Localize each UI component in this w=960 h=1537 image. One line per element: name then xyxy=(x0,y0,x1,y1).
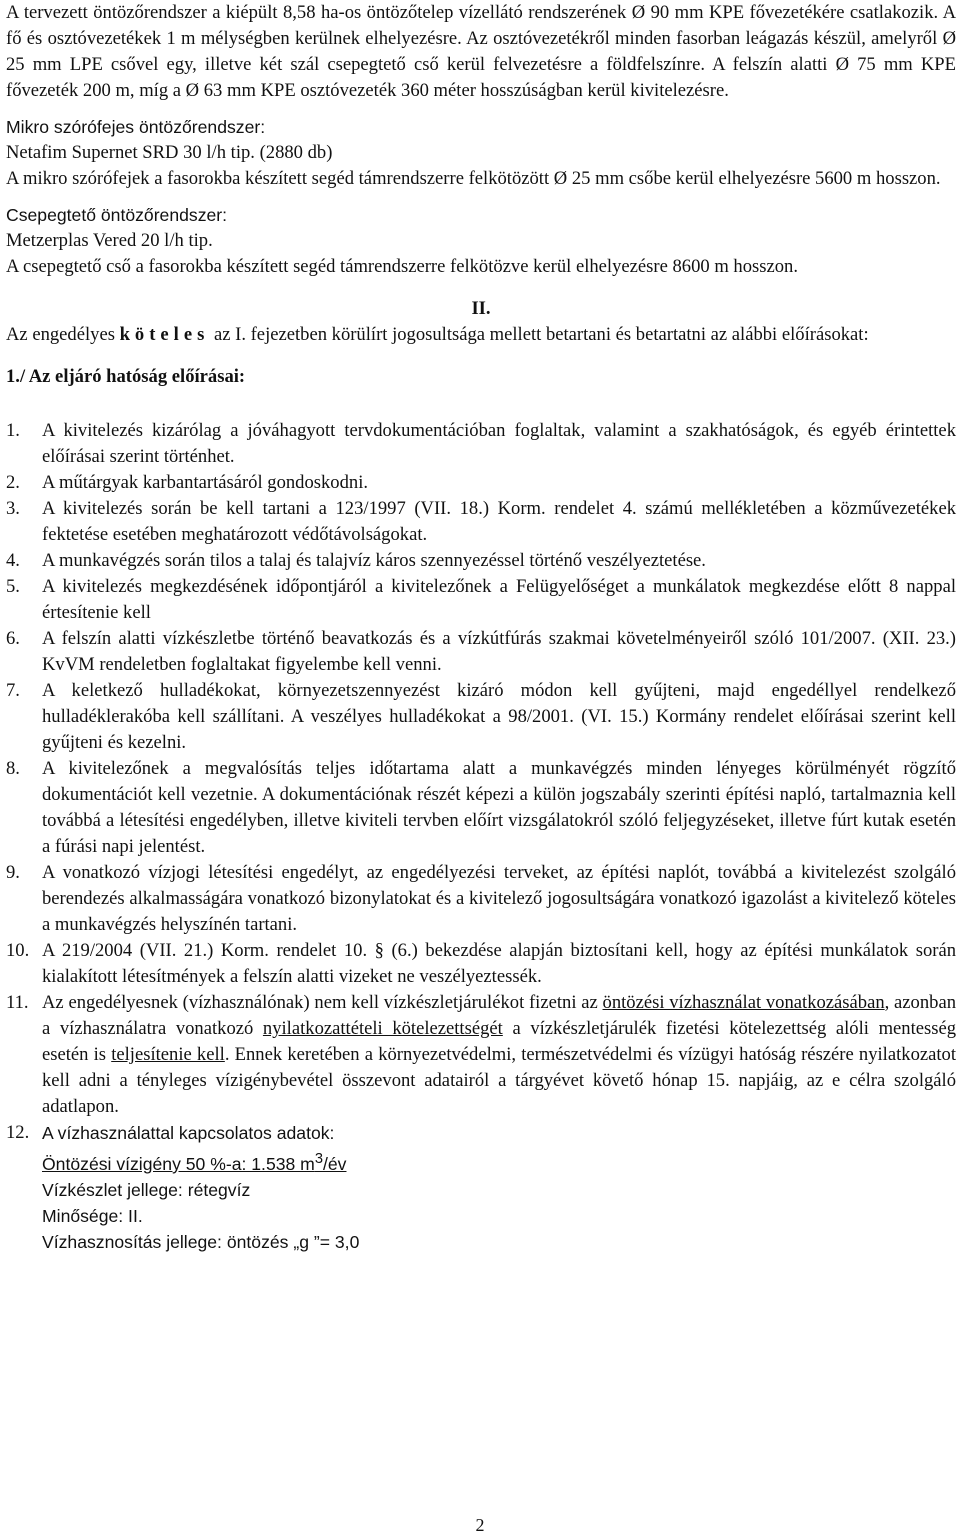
item-text: A kivitelezőnek a megvalósítás teljes időtartama alatt a munkavégzés minden lényeges körülményét rögzítő dokumentációt kell vezetnie. A dokumentációnak részét képezi a külön jogszabály szerinti építési napló, tartalmaznia kell továbbá a létesítési engedélyben, illetve kiviteli tervben előírt vizsgálatokról szóló feljegyzéseket, illetve fúrt kutak esetén a fúrási napi jelentést. xyxy=(42,758,956,857)
water-source-type: Vízkészlet jellege: rétegvíz xyxy=(42,1179,251,1200)
item-number: 10. xyxy=(6,940,30,961)
list-item xyxy=(6,626,956,678)
micro-type: Netafim Supernet SRD 30 l/h tip. (2880 db) xyxy=(6,142,333,163)
water-use-type: Vízhasznosítás jellege: öntözés „g ”= 3,0 xyxy=(42,1231,360,1252)
list-item-water-data xyxy=(6,1120,956,1255)
intro-paragraph: A tervezett öntözőrendszer a kiépült 8,58 ha-os öntözőtelep vízellátó rendszerének Ø 90 mm KPE fővezetékére csatlakozik. A fő és osztóvezetékek 1 m mélységben kerülnek elhelyezésre. Az osztóvezetékről minden fasorban leágazás készül, amelyről Ø 25 mm LPE csővel egy, illetve két szál csepegtető cső kerül felvezetésre a földfelszínre. A felszín alatti Ø 75 mm KPE fővezeték 200 m, míg a Ø 63 mm KPE osztóvezeték 360 méter hosszúságban kerül kivitelezésre. xyxy=(6,2,956,101)
item-number: 2. xyxy=(6,472,20,493)
item-number: 5. xyxy=(6,576,20,597)
list-item xyxy=(6,470,956,496)
micro-heading: Mikro szórófejes öntözőrendszer: xyxy=(6,117,266,137)
water-data-heading: A vízhasználattal kapcsolatos adatok: xyxy=(42,1123,335,1143)
item-text: A kivitelezés során be kell tartani a 123/1997 (VII. 18.) Korm. rendelet 4. számú mellékletében a közművezetékek fektetése esetében meghatározott védőtávolságokat. xyxy=(42,498,956,545)
water-demand-value: Öntözési vízigény 50 %-a: 1.538 m xyxy=(42,1153,315,1174)
list-item xyxy=(6,418,956,470)
item11-text-2: , azonban a vízhasználatra vonatkozó xyxy=(42,992,956,1039)
obligation-after: az I. fejezetben körülírt jogosultsága mellett betartani és betartatni az alábbi előírásokat: xyxy=(209,324,869,345)
item-text: A 219/2004 (VII. 21.) Korm. rendelet 10. § (6.) bekezdése alapján biztosítani kell, hogy az építési munkálatok során kialakított létesítmények a felszín alatti vizeket ne veszélyeztessék. xyxy=(42,940,956,987)
drip-type: Metzerplas Vered 20 l/h tip. xyxy=(6,230,213,251)
item11-underlined-3: teljesítenie kell xyxy=(111,1044,225,1065)
list-item xyxy=(6,678,956,756)
authority-subheading: 1./ Az eljáró hatóság előírásai: xyxy=(6,366,246,387)
item-text: A műtárgyak karbantartásáról gondoskodni. xyxy=(42,472,369,493)
item11-underlined-1: öntözési vízhasználat vonatkozásában xyxy=(602,992,885,1013)
item-text: A keletkező hulladékokat, környezetszennyezést kizáró módon kell gyűjteni, majd engedéllyel rendelkező hulladéklerakóba kell szállítani. A veszélyes hulladékokat a 98/2001. (VI. 15.) Kormány rendelet előírásai szerint kell gyűjteni és kezelni. xyxy=(42,680,956,753)
item-number: 11. xyxy=(6,992,29,1013)
water-demand-unit-suffix: /év xyxy=(323,1153,347,1174)
section-numeral: II. xyxy=(471,298,491,319)
item-number: 6. xyxy=(6,628,20,649)
list-item-water-levy xyxy=(6,990,956,1120)
obligation-spaced-word: köteles xyxy=(119,324,210,345)
page-number: 2 xyxy=(475,1515,485,1535)
item-number: 1. xyxy=(6,420,20,441)
item-number: 12. xyxy=(6,1122,30,1143)
item-text: A munkavégzés során tilos a talaj és talajvíz káros szennyezéssel történő veszélyeztetése. xyxy=(42,550,706,571)
list-item xyxy=(6,496,956,548)
obligation-before: Az engedélyes xyxy=(6,324,120,345)
item11-text-3: a vízkészletjárulék fizetési kötelezettség alóli mentesség esetén is xyxy=(42,1018,957,1065)
item-number: 9. xyxy=(6,862,20,883)
item-text: A vonatkozó vízjogi létesítési engedélyt, az engedélyezési terveket, az építési naplót, továbbá a kivitelezést szolgáló berendezés alkalmasságára vonatkozó bizonylatokat és a kivitelező jogosultságára vonatkozó igazolást a kivitelező köteles a munkavégzés helyszínén tartani. xyxy=(42,862,956,935)
item-text: A felszín alatti vízkészletbe történő beavatkozás és a vízkútfúrás szakmai követelményeiről szóló 101/2007. (XII. 23.) KvVM rendeletben foglaltakat figyelembe kell venni. xyxy=(42,628,956,675)
list-item xyxy=(6,938,956,990)
item-number: 8. xyxy=(6,758,20,779)
item-number: 7. xyxy=(6,680,20,701)
drip-heading: Csepegtető öntözőrendszer: xyxy=(6,205,228,225)
water-demand-underlined xyxy=(42,1151,347,1174)
list-item xyxy=(6,756,956,860)
obligation-paragraph xyxy=(6,322,956,348)
item11-text-1: Az engedélyesnek (vízhasználónak) nem kell vízkészletjárulékot fizetni az xyxy=(42,992,603,1013)
water-demand-unit-exponent: 3 xyxy=(314,1151,323,1167)
water-quality: Minősége: II. xyxy=(42,1205,143,1226)
document-page xyxy=(6,0,956,1255)
regulation-list xyxy=(6,418,956,1255)
list-item xyxy=(6,574,956,626)
list-item xyxy=(6,548,956,574)
item-text: A kivitelezés megkezdésének időpontjáról a kivitelezőnek a Felügyelőséget a munkálatok megkezdése előtt 8 nappal értesítenie kell xyxy=(42,576,956,623)
list-item xyxy=(6,860,956,938)
drip-text: A csepegtető cső a fasorokba készített segéd támrendszerre felkötözve kerül elhelyezésre 8600 m hosszon. xyxy=(6,256,798,277)
item11-underlined-2: nyilatkozattételi kötelezettségét xyxy=(262,1018,503,1039)
item-number: 4. xyxy=(6,550,20,571)
item-number: 3. xyxy=(6,498,20,519)
micro-text: A mikro szórófejek a fasorokba készített segéd támrendszerre felkötözött Ø 25 mm csőbe kerül elhelyezésre 5600 m hosszon. xyxy=(6,168,941,189)
item-text: A kivitelezés kizárólag a jóváhagyott tervdokumentációban foglaltak, valamint a szakhatóságok, és egyéb érintettek előírásai szerint történhet. xyxy=(42,420,956,467)
water-demand xyxy=(42,1146,956,1177)
item11-text-4: . Ennek keretében a környezetvédelmi, természetvédelmi és vízügyi hatóság részére nyilatkozatot kell adni a tényleges vízigénybevétel összevont adatairól a tárgyévet követő hónap 15. napjáig, az e célra szolgáló adatlapon. xyxy=(42,1044,956,1117)
